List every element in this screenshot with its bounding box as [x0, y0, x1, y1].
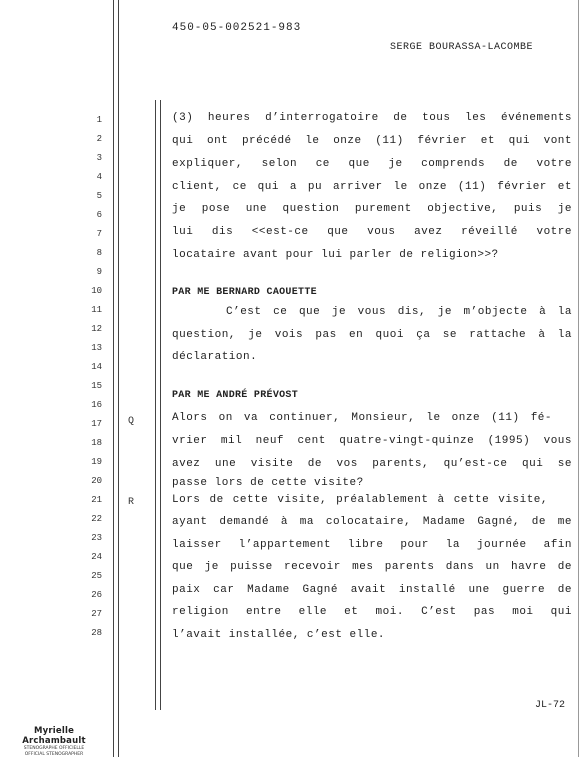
line-number: 19 — [91, 457, 102, 467]
line-number: 9 — [96, 267, 102, 277]
transcript-line: expliquer, selon ce que je comprends de votre — [172, 158, 572, 170]
stamp-title-fr: STENOGRAPHE OFFICIELLE — [23, 746, 85, 751]
line-number: 20 — [91, 476, 102, 486]
transcript-line: Alors on va continuer, Monsieur, le onze (11) fé- — [172, 412, 552, 424]
transcript-line: Lors de cette visite, préalablement à cette visite, — [172, 494, 548, 506]
margin-rule — [113, 0, 114, 757]
line-number: 21 — [91, 495, 102, 505]
question-marker: Q — [128, 416, 135, 427]
transcript-line: qui ont précédé le onze (11) février et qui vont — [172, 135, 572, 147]
transcript-line: ayant demandé à ma colocataire, Madame Gagné, de me — [172, 516, 572, 528]
line-number: 3 — [96, 153, 102, 163]
transcript-line: client, ce qui a pu arriver le onze (11) février et — [172, 181, 572, 193]
stenographer-stamp — [2, 726, 106, 758]
line-number: 5 — [96, 191, 102, 201]
line-number: 11 — [91, 305, 102, 315]
line-number: 10 — [91, 286, 102, 296]
line-number: 18 — [91, 438, 102, 448]
line-number: 27 — [91, 609, 102, 619]
transcript-line: l’avait installée, c’est elle. — [172, 629, 386, 641]
speaker-heading: PAR ME BERNARD CAOUETTE — [172, 287, 317, 298]
speaker-heading: PAR ME ANDRÉ PRÉVOST — [172, 390, 299, 401]
line-number: 28 — [91, 628, 102, 638]
witness-name: SERGE BOURASSA-LACOMBE — [390, 42, 534, 53]
line-number: 6 — [96, 210, 102, 220]
line-number: 22 — [91, 514, 102, 524]
right-margin-rule — [578, 0, 579, 757]
transcript-line: que je puisse recevoir mes parents dans un havre de — [172, 561, 572, 573]
transcript-line: religion entre elle et moi. C’est pas moi qui — [172, 606, 572, 618]
transcript-line: locataire avant pour lui parler de religion>>? — [172, 249, 499, 261]
line-number: 8 — [96, 248, 102, 258]
line-number: 25 — [91, 571, 102, 581]
transcript-line: vrier mil neuf cent quatre-vingt-quinze (1995) vous — [172, 435, 572, 447]
transcript-line: déclaration. — [172, 351, 258, 363]
line-number: 14 — [91, 362, 102, 372]
line-number: 26 — [91, 590, 102, 600]
answer-marker: R — [128, 497, 135, 508]
line-number: 15 — [91, 381, 102, 391]
line-number: 23 — [91, 533, 102, 543]
transcript-line: (3) heures d’interrogatoire de tous les événements — [172, 112, 572, 124]
page-number: JL-72 — [535, 700, 566, 711]
line-number: 17 — [91, 419, 102, 429]
transcript-line: C’est ce que je vous dis, je m’objecte à la — [226, 306, 572, 318]
transcript-line: avez une visite de vos parents, qu’est-ce qui se — [172, 458, 572, 470]
line-number: 13 — [91, 343, 102, 353]
transcript-line: paix car Madame Gagné avait installé une guerre de — [172, 584, 572, 596]
line-number: 2 — [96, 134, 102, 144]
case-number: 450-05-002521-983 — [172, 22, 302, 34]
transcript-line: passe lors de cette visite? — [172, 477, 364, 489]
line-number: 1 — [96, 115, 102, 125]
stamp-title-en: OFFICIAL STENOGRAPHER — [24, 752, 84, 757]
transcript-line: lui dis <<est-ce que vous avez réveillé votre — [172, 226, 572, 238]
stamp-name: Myrielle Archambault — [22, 726, 86, 746]
transcript-line: question, je vois pas en quoi ça se rattache à la — [172, 329, 572, 341]
line-number: 7 — [96, 229, 102, 239]
line-number: 16 — [91, 400, 102, 410]
line-number: 12 — [91, 324, 102, 334]
transcript-line: je pose une question purement objective, puis je — [172, 203, 572, 215]
transcript-line: laisser l’appartement libre pour la journée afin — [172, 539, 572, 551]
margin-rule — [160, 100, 161, 710]
line-number: 4 — [96, 172, 102, 182]
margin-rule — [155, 100, 156, 710]
line-number: 24 — [91, 552, 102, 562]
margin-rule — [118, 0, 119, 757]
